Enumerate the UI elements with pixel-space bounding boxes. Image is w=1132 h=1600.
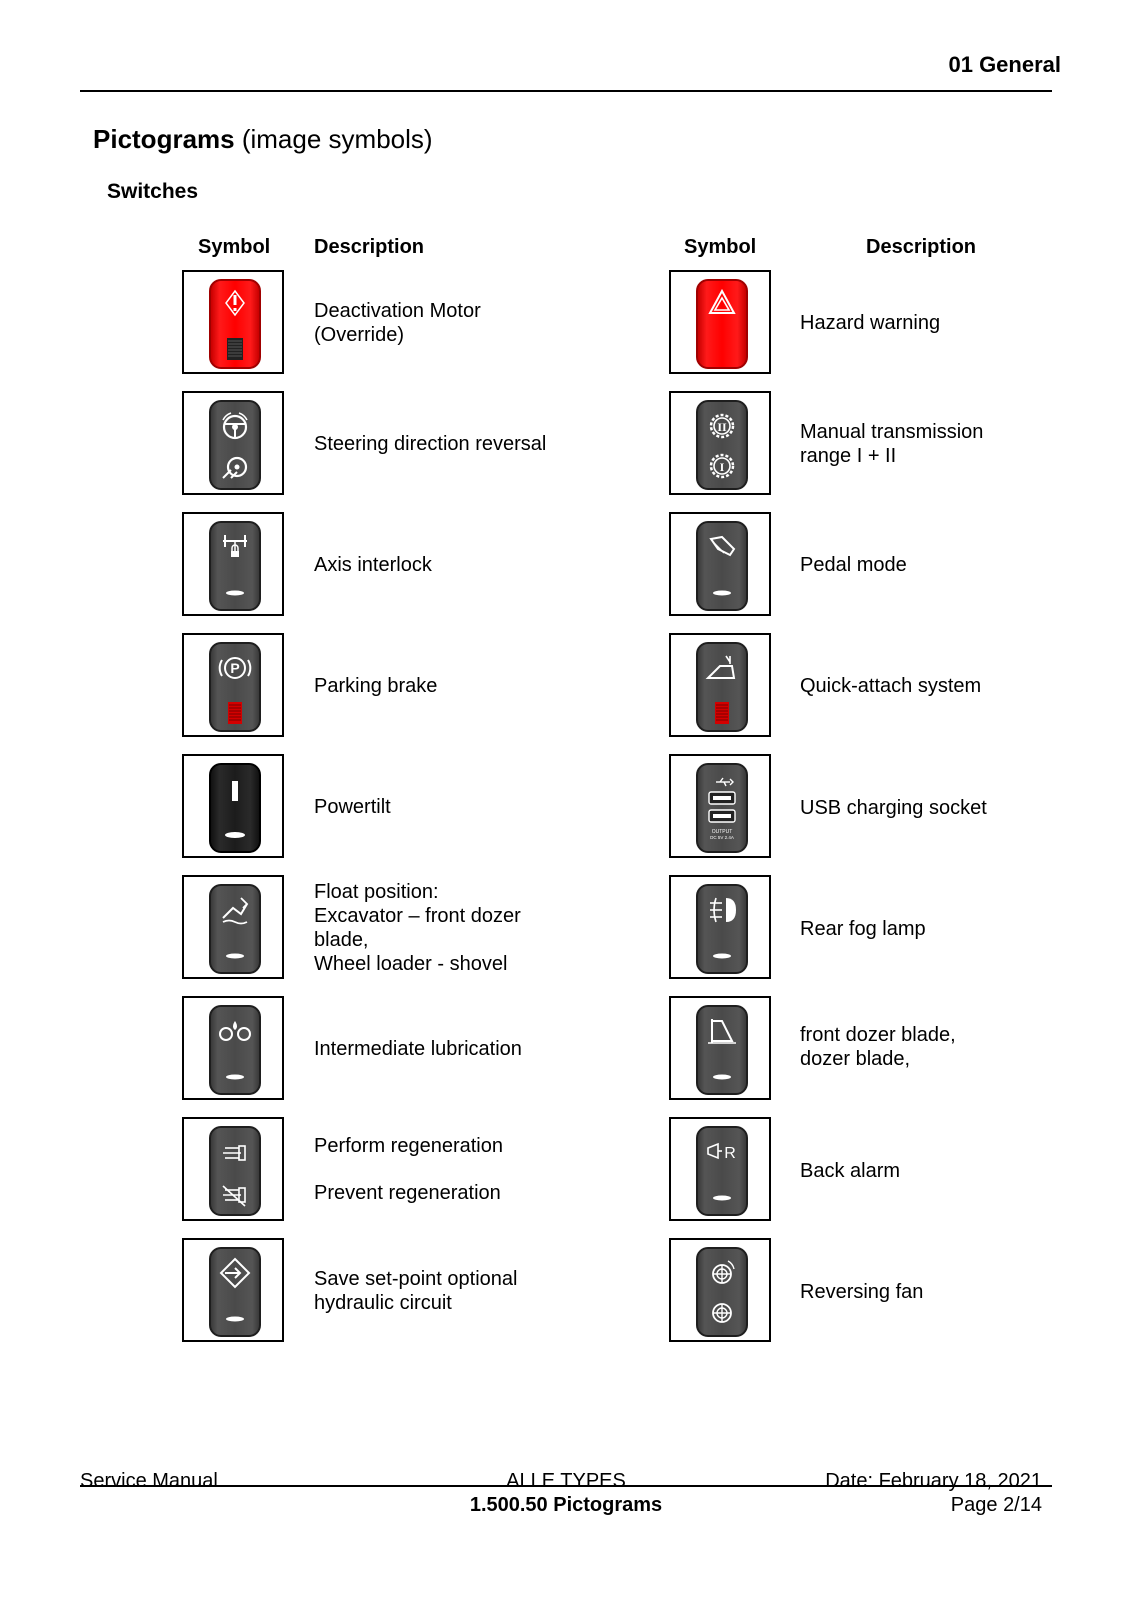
symbol-cell [182, 1238, 284, 1342]
intermediate-lubrication-icon [209, 1005, 261, 1095]
right-description-header: Description [866, 236, 977, 258]
symbol-cell [182, 633, 284, 737]
description-reversing-fan [800, 1280, 923, 1304]
transmission-range-icon [696, 400, 748, 490]
desc-line: Save set-point optional [314, 1268, 518, 1290]
symbol-cell [669, 1238, 771, 1342]
right-symbol-header: Symbol [684, 236, 757, 258]
desc-line: Manual transmission [800, 421, 984, 443]
left-symbol-header: Symbol [198, 236, 271, 258]
svg-text:P: P [230, 660, 240, 676]
desc-line: Deactivation Motor [314, 300, 481, 322]
description-float-position [314, 880, 521, 976]
desc-line: (Override) [314, 324, 405, 346]
usb-output-label: OUTPUT [711, 829, 733, 835]
footer-right [825, 1469, 1042, 1517]
desc-line: Steering direction reversal [314, 433, 547, 455]
axis-interlock-icon [209, 521, 261, 611]
desc-line: Intermediate lubrication [314, 1038, 522, 1060]
description-steering-direction-reversal [314, 432, 546, 456]
symbol-cell [182, 512, 284, 616]
symbol-cell [182, 1117, 284, 1221]
symbol-cell [669, 875, 771, 979]
desc-line: USB charging socket [800, 797, 987, 819]
description-powertilt [314, 795, 391, 819]
header-rule [80, 90, 1052, 92]
description-deactivation-motor [314, 299, 481, 347]
usb-charging-icon [696, 763, 748, 853]
description-usb-charging [800, 796, 987, 820]
desc-line: blade, [314, 929, 369, 951]
desc-line: Axis interlock [314, 554, 432, 576]
footer-left: Service Manual [80, 1470, 218, 1492]
deactivation-motor-icon [209, 279, 261, 369]
description-save-set-point [314, 1267, 517, 1315]
description-axis-interlock [314, 553, 432, 577]
desc-line: Parking brake [314, 675, 438, 697]
desc-line: Hazard warning [800, 312, 941, 334]
symbol-cell [669, 633, 771, 737]
desc-line: hydraulic circuit [314, 1292, 452, 1314]
description-parking-brake [314, 674, 437, 698]
desc-line: Quick-attach system [800, 675, 982, 697]
symbol-cell [182, 996, 284, 1100]
description-rear-fog-lamp [800, 917, 926, 941]
desc-line: front dozer blade, [800, 1024, 956, 1046]
pedal-mode-icon [696, 521, 748, 611]
regeneration-icon [209, 1126, 261, 1216]
description-quick-attach [800, 674, 981, 698]
desc-line: Perform regeneration [314, 1135, 503, 1157]
rear-fog-lamp-icon [696, 884, 748, 974]
front-dozer-blade-icon [696, 1005, 748, 1095]
page-title-bold: Pictograms [93, 124, 235, 154]
footer-page: Page 2/14 [950, 1494, 1042, 1516]
symbol-cell [669, 754, 771, 858]
desc-line: range I + II [800, 445, 897, 467]
desc-line: Back alarm [800, 1160, 901, 1182]
desc-line: Excavator – front dozer [314, 905, 521, 927]
reversing-fan-icon [696, 1247, 748, 1337]
desc-line: Prevent regeneration [314, 1182, 501, 1204]
symbol-cell [182, 875, 284, 979]
float-position-icon [209, 884, 261, 974]
symbol-cell [669, 512, 771, 616]
symbol-cell [182, 754, 284, 858]
quick-attach-icon [696, 642, 748, 732]
symbol-cell [182, 391, 284, 495]
symbol-cell [669, 1117, 771, 1221]
description-intermediate-lubrication [314, 1037, 522, 1061]
desc-line: Wheel loader - shovel [314, 953, 508, 975]
desc-line: Rear fog lamp [800, 918, 926, 940]
powertilt-icon [209, 763, 261, 853]
desc-line: Pedal mode [800, 554, 907, 576]
description-hazard-warning [800, 311, 940, 335]
section-title: Switches [107, 180, 199, 203]
description-back-alarm [800, 1159, 900, 1183]
back-alarm-icon [696, 1126, 748, 1216]
symbol-cell [669, 996, 771, 1100]
symbol-cell [669, 391, 771, 495]
save-set-point-icon [209, 1247, 261, 1337]
description-regeneration [314, 1134, 503, 1205]
svg-text:I: I [719, 460, 725, 474]
hazard-warning-icon [696, 279, 748, 369]
svg-text:II: II [717, 420, 727, 434]
footer-center-line1: ALLE TYPES [506, 1470, 626, 1492]
back-alarm-r-label: R [724, 1145, 736, 1162]
footer-date: Date: February 18, 2021 [825, 1470, 1042, 1492]
description-pedal-mode [800, 553, 907, 577]
desc-line: dozer blade, [800, 1048, 911, 1070]
description-manual-transmission [800, 420, 983, 468]
desc-line: Reversing fan [800, 1281, 924, 1303]
desc-line: Powertilt [314, 796, 391, 818]
page-title-rest: (image symbols) [234, 124, 433, 154]
parking-brake-icon [209, 642, 261, 732]
usb-rating-label: DC 5V 2.4A [710, 835, 734, 840]
symbol-cell [182, 270, 284, 374]
header-title: 01 General [948, 52, 1061, 77]
description-front-dozer-blade [800, 1023, 956, 1071]
page-title [93, 124, 433, 155]
symbol-cell [669, 270, 771, 374]
desc-line [314, 1158, 503, 1181]
footer-center-line2: 1.500.50 Pictograms [469, 1494, 663, 1516]
steering-direction-reversal-icon [209, 400, 261, 490]
left-description-header: Description [314, 236, 425, 258]
desc-line: Float position: [314, 881, 439, 903]
